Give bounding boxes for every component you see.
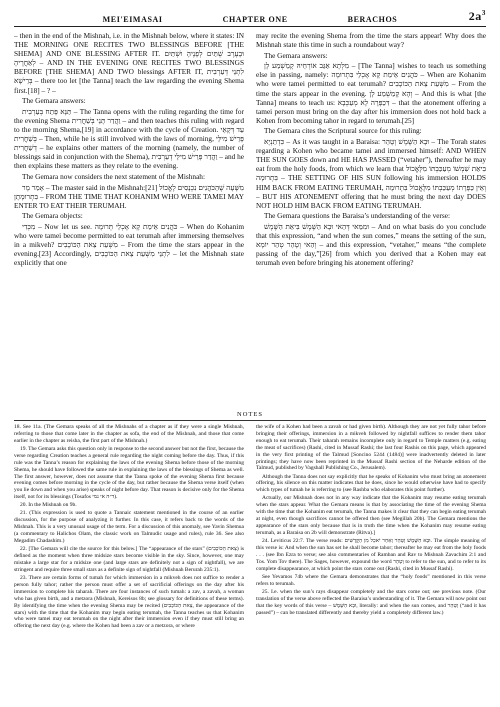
running-header (14, 8, 486, 24)
notes-rule (14, 420, 486, 421)
main-left-column (14, 31, 244, 408)
header-chapter: CHAPTER ONE (222, 15, 288, 24)
paragraph: 20. In the Mishnah on 9b. (20, 502, 77, 509)
header-tractate: BERACHOS (347, 15, 398, 24)
paragraph: – then in the end of the Mishnah, i.e. in the Mishnah below, where it states: IN THE MORNING ONE RECITES TWO BLESSINGS BEFORE [THE SHEMA] AND ONE BLESSING AFTER IT. וּבָעֶרֶב שְׁתַּיִם לְפָנֶיהָ וּשְׁתַּיִם לְאַחֲרֶיהָ – AND IN THE EVENING ONE RECITES TWO BLESSINGS BEFORE [THE SHEMA] AND TWO blessings AFTER IT, לִתְנֵי דְּעַרְבִית בְּרֵישָׁא – there too let [the Tanna] teach the law regarding the evening Shema first.[18] – ? – (14, 31, 244, 95)
paragraph: וּמִמַּאי דְּהַאי וּבָא הַשֶּׁמֶשׁ בִּיאַת הַשֶּׁמֶשׁ – And on what basis do you conclude that this expression, “and when the sun comes,” means the setting of the sun, וְהַאי וְטָהֵר טְהַר יוֹמָא – and this expression, “vetaher,” means “the complete passing of the day,”[26] from which you derived that a Kohen may eat terumah even before bringing his atonement offering? (256, 221, 486, 268)
paragraph: אָמַר מָר – The master said in the Mishnah:[21] מִשָּׁעָה שֶׁהַכֹּהֲנִים נִכְנָסִים לֶאֱכוֹל בִּתְרוּמָתָן – FROM THE TIME THAT KOHANIM WHO WERE TAMEI MAY ENTER TO EAT THEIR TERUMAH. (14, 182, 244, 210)
paragraph: תַּנָּא פָּתַח בְּעַרְבִית – The Tanna opens with the ruling regarding the time for the evening Shema וַהֲדַר תָּנֵי בְּשַׁחֲרִית – and then teaches this ruling with regard to the morning Shema,[19] in accordance with the cycle of Creation. עַד דְּקָאֵי בְּשַׁחֲרִית – Then, while he is still involved with the laws of morning, פָּרֵישׁ מִילֵּי דְשַׁחֲרִית – he explains other matters of the morning (namely, the number of blessings said in conjunction with the Shema), וַהֲדַר פָּרֵישׁ מִילֵּי דְעַרְבִית – and he then explains these matters as they relate to the evening. (14, 106, 244, 171)
paragraph: may recite the evening Shema from the time the stars appear! Why does the Mishnah state this time in such a roundabout way? (256, 31, 486, 50)
paragraph: 25. I.e. when the sun’s rays disappear completely and the stars come out; see previous note. (Our translation of the verse above reflected the Baraisa’s understanding of it. The Gemara will now point out that the key words of this verse – וּבָא הַשֶּׁמֶשׁ, literally: and when the sun comes, and וְטָהֵר (“and it has passed”) – can be translated differently and thereby yield a completely different law.) (256, 588, 486, 616)
paragraph: See Yevamos 74b where the Gemara demonstrates that the “holy foods” mentioned in this verse refers to terumah. (256, 573, 486, 587)
notes-section (14, 424, 486, 707)
paragraph: 18. See 11a. (The Gemara speaks of all the Mishnahs of a chapter as if they were a single Mishnah, referring to those that come later in the chapter as sofa, the end of the Mishnah, and those that come earlier in the chapter as reisha, the first part of the Mishnah.) (14, 424, 244, 444)
paragraph: Actually, our Mishnah does not in any way indicate that the Kohanim may resume eating terumah when the stars appear. What the Gemara means is that by associating the time of the evening Shema with the time that the Kohanim eat terumah, the Tanna makes it clear that they can begin eating terumah at night, even though sacrifices cannot be offered then (see Megillah 20b). The Gemara mentions the appearance of the stars only because that is in truth the time when the Kohanim may resume eating terumah, as a Baraisa on 2b will demonstrate (Ritva).] (256, 495, 486, 536)
paragraph: Although the Tanna does not say explicitly that he speaks of Kohanim who must bring an atonement offering, his silence on this matter indicates that he does, since he would otherwise have had to specify which types of tumah he is referring to (see Rashba who elaborates this point further). (256, 473, 486, 494)
page-number-main: 2a (468, 9, 482, 23)
notes-right-column (256, 424, 486, 707)
paragraph: 21. (This expression is used to quote a Tannaic statement mentioned in the course of an earlier discussion, for the purpose of analyzing it further. In this case, it refers back to the words of the Mishnah. This is a very unusual usage of the term. For a discussion of this anomaly, see Yavin Shemua (a commentary to Halichos Olam, the classic work on Talmudic usage and rules), rule 36. See also Megadim Chadashim.) (14, 510, 244, 545)
paragraph: 23. There are certain forms of tumah for which immersion in a mikveh does not suffice to render a person fully tahor; rather the person must offer a set of sacrificial offerings on the day after his immersion to complete his taharah. There are four instances of such tumah: a zav, a zavah, a woman who has given birth, and a metzora (Mishnah, Kereisos 8b; see glossary for definitions of these terms). By identifying the time when the evening Shema may be recited (צֵאת הַכּוֹכָבִים, the appearance of the stars) with the time that the Kohanim may begin eating terumah, the Tanna teaches us that Kohanim who were tamei may eat terumah on the night after their immersion even if they must still bring an offering the next day (e.g. where the Kohen had been a zav or a metzora, or where (14, 574, 244, 630)
main-right-column (256, 31, 486, 408)
page-number (446, 9, 486, 24)
header-rule (14, 26, 486, 27)
paragraph: The Gemara questions the Baraisa’s understanding of the verse: (264, 211, 451, 221)
paragraph: כִּדְתַנְיָא – As it was taught in a Baraisa: וּבָא הַשֶּׁמֶשׁ וְטָהֵר – The Torah states regarding a Kohen who became tamei and immersed himself: AND WHEN THE SUN GOES down and HE HAS PASSED (“vetaher”), thereafter he may eat from the holy foods, from which we learn that בִּיאַת שִׁמְשׁוֹ מְעַכַּבְתּוֹ מִלֶּאֱכוֹל בִּתְרוּמָה – THE SETTING OF HIS SUN following his immersion HOLDS HIM BACK FROM EATING TERUMAH, וְאֵין כַּפָּרָתוֹ מְעַכַּבְתּוֹ מִלֶּאֱכוֹל בִּתְרוּמָה – BUT HIS ATONEMENT offering that he must bring the next day DOES NOT HOLD HIM BACK FROM EATING TERUMAH. (256, 137, 486, 210)
paragraph: The Gemara answers: (264, 50, 328, 60)
paragraph: 24. Leviticus 22:7. The verse reads: וּבָא הַשֶּׁמֶשׁ וְטָהֵר וְאַחַר יֹאכַל מִן הַקֳּדָשִׁים. The simple meaning of this verse is: And when the sun has set he shall become tahor; thereafter he may eat from the holy foods . . . (see Ibn Ezra to verse; see also commentaries of Ramban and Rav to Mishnah Zavachim 2:1 and Tos. Yom Tov there). The Sages, however, expound the word וְטָהֵר to refer to the sun, and to refer to its complete disappearance, at which point the stars come out (Rashi, cited in Mussaf Rashi). (256, 538, 486, 572)
paragraph: The Gemara answers: (22, 96, 86, 106)
notes-heading: NOTES (237, 411, 263, 418)
paragraph: 22. [The Gemara will cite the source for this below.] The “appearance of the stars” (צֵאת הַכּוֹכָבִים) is defined as the moment when three midsize stars become visible in the sky. Since, however, one may mistake a large star for a midsize one (and large stars are definitely not a sign of nightfall), we are stringent and require three small stars as a definite sign of nightfall (Mishnah Berurah 235:1). (14, 546, 244, 573)
header-tractate-title: MEI'EIMASAI (102, 15, 163, 24)
paragraph: מִלְּתָא אַגַּב אוֹרְחֵיהּ קָמַשְׁמַע לָן – [The Tanna] wishes to teach us something else in passing, namely: כֹּהֲנִים אֵימַת קָא אָכְלֵי בִּתְרוּמָה – When are Kohanim who were tamei permitted to eat terumah? מִשְּׁעַת צֵאת הַכּוֹכָבִים – From the time the stars appear in the evening. וְהָא קָמַשְׁמַע לָן – And this is what [the Tanna] means to teach us: דִּכַפָּרָה לָא מְעַכְּבָא – that the atonement offering a tamei person must bring on the day after his immersion does not hold back a Kohen from becoming tahor in regard to terumah.[25] (256, 61, 486, 125)
paragraph: מִכְּדִי – Now let us see. כֹּהֲנִים אֵימַת קָא אָכְלֵי תְּרוּמָה – When do Kohanim who were tamei become permitted to eat terumah after immersing themselves in a mikveh? מִשְּׁעַת צֵאת הַכּוֹכָבִים – From the time the stars appear in the evening.[23] Accordingly, לִתְנֵי מִשְּׁעַת צֵאת הַכּוֹכָבִים – let the Mishnah state explicitly that one (14, 221, 244, 268)
header-title (54, 15, 446, 24)
paragraph: 19. The Gemara asks this question only in response to the second answer but not the first, because the verse regarding Creation teaches a general rule regarding the night coming before the day. Thus, if this rule was the Tanna’s reason for explaining the laws of the evening Shema before those of the morning Shema, he should have followed the same rule in explaining the laws of the blessings of Shema as well. The first answer, however, does not assume that the Tanna spoke of the evening Shema first because evening comes before morning in the cycle of the day, but rather because the Shema verse itself (when you lie down and when you arise) speaks of night before day. That reason is decisive only for the Shema itself, not for its blessings (Tosafos ד״ה אי נמי). (14, 445, 244, 501)
paragraph: the wife of a Kohen had been a zavah or had given birth). Although they are not yet fully tahor before bringing their offerings, immersion in a mikveh followed by nightfall suffices to render them tahor enough to eat terumah. Their taharah remains incomplete only in regard to Temple matters (e.g. eating the meat of sacrifices) (Rashi, cited in Mussaf Rashi; the last four Rashis on this page, which appeared in the very first printing of the Talmud [Soncino 5244 (1484)] were inadvertently deleted in later printings; they have now been reprinted in the Mussaf Rashi section of the Neharde edition of the Talmud, published by Vagshall Publishing Co., Jerusalem). (256, 424, 486, 472)
paragraph: The Gemara cites the Scriptural source for this ruling: (264, 126, 422, 136)
notes-left-column (14, 424, 244, 707)
paragraph: The Gemara now considers the next statement of the Mishnah: (22, 171, 205, 181)
page-number-sup: 3 (481, 9, 486, 17)
paragraph: The Gemara objects: (22, 211, 83, 221)
main-text (14, 31, 486, 408)
